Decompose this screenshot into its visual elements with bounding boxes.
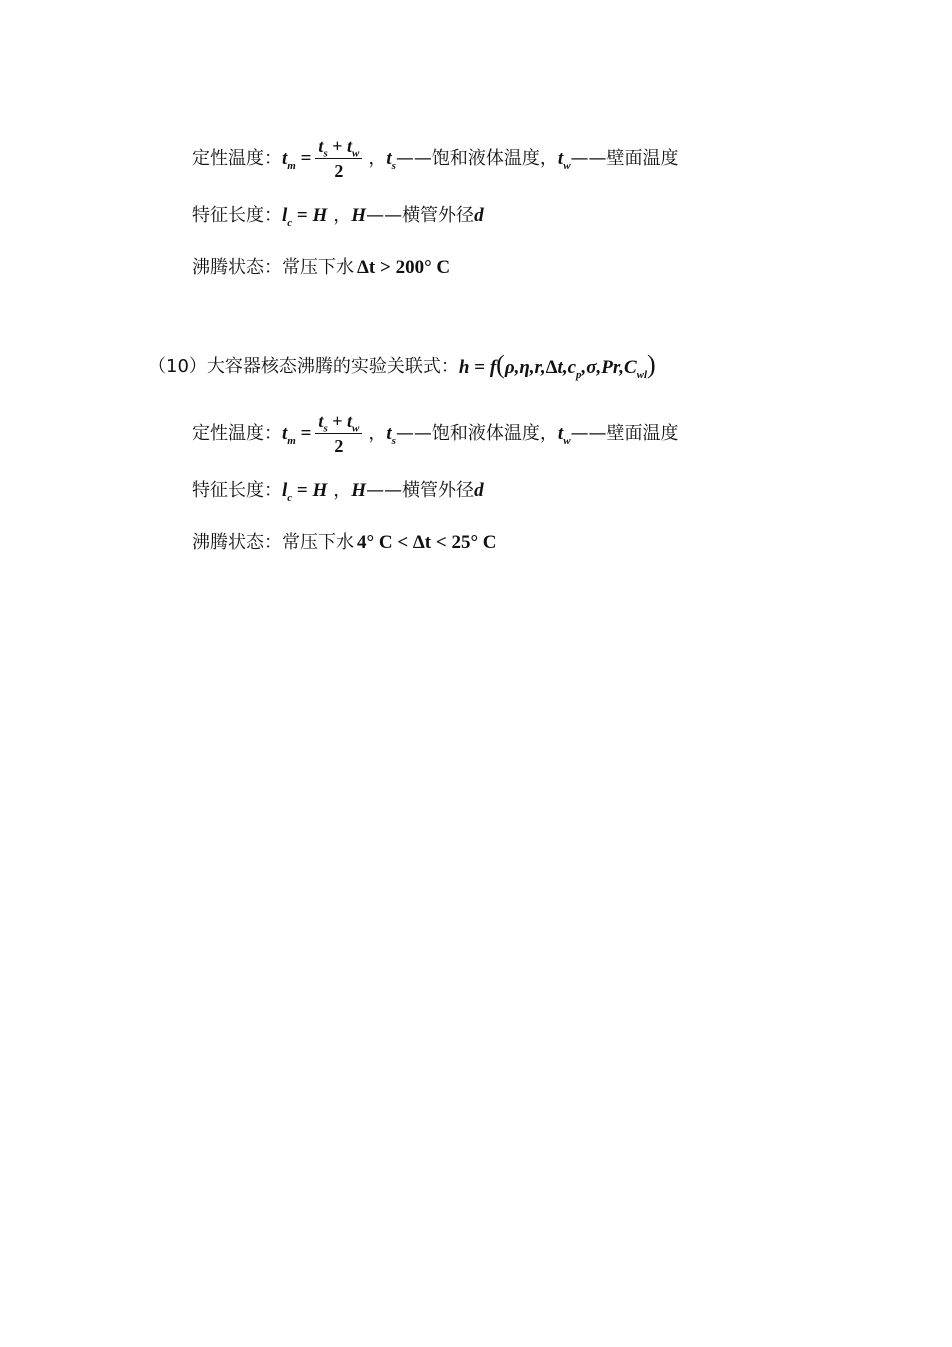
s1-tw-symbol: $t_w$ — [557, 148, 571, 172]
s1-h-symbol: H — [351, 205, 367, 226]
s1-boil-label: 沸腾状态： — [192, 257, 282, 278]
s1-boiling-state-line — [192, 257, 450, 279]
s2-def-temp-label: 定性温度： — [192, 423, 282, 444]
s2-boil-desc: 常压下水 — [282, 532, 354, 553]
s2-comma-2: ， — [333, 480, 352, 501]
s1-tm-symbol: $t_m$ — [282, 148, 296, 172]
s2-tm-symbol: $t_m$ — [282, 423, 296, 447]
s2-char-len-label: 特征长度： — [192, 480, 282, 501]
s1-definitive-temperature-line — [192, 136, 679, 182]
s2-definitive-temperature-line — [192, 411, 679, 457]
s1-comma: ， — [368, 148, 387, 169]
s2-tw-symbol: $t_w$ — [557, 423, 571, 447]
s2-heading: （10）大容器核态沸腾的实验关联式： — [148, 355, 459, 377]
s1-char-len-desc: ——横管外径 — [366, 205, 475, 226]
s2-heading-line — [148, 350, 656, 381]
s1-boil-condition: Δt > 200° C — [357, 257, 451, 278]
s2-ts-symbol: $t_s$ — [386, 423, 396, 447]
s2-char-len-desc: ——横管外径 — [366, 480, 475, 501]
s2-lc-equation: $l_c = H$ — [282, 480, 328, 504]
s2-boiling-state-line — [192, 532, 497, 554]
s1-boil-desc: 常压下水 — [282, 257, 354, 278]
s2-mean-fraction: $\frac{t_s + t_w}{2}$ — [315, 411, 362, 457]
s1-equals: = — [295, 148, 312, 169]
s2-boil-label: 沸腾状态： — [192, 532, 282, 553]
s1-lc-equation: $l_c = H$ — [282, 205, 328, 229]
s2-correlation-formula: $h = f(\rho,\eta,r,\Delta t,c_p,\sigma,Pr,C_{wl})$ — [458, 350, 656, 381]
s1-mean-fraction: $\frac{t_s + t_w}{2}$ — [315, 136, 362, 182]
s1-ts-desc: ——饱和液体温度， — [395, 148, 558, 169]
s2-d-symbol: d — [474, 480, 484, 501]
s1-ts-symbol: $t_s$ — [386, 148, 396, 172]
s1-d-symbol: d — [474, 205, 484, 226]
s2-equals: = — [295, 423, 312, 444]
s2-comma: ， — [368, 423, 387, 444]
s1-def-temp-label: 定性温度： — [192, 148, 282, 169]
s1-tw-desc: ——壁面温度 — [570, 148, 679, 169]
s1-char-len-label: 特征长度： — [192, 205, 282, 226]
s2-boil-condition: 4° C < Δt < 25° C — [357, 532, 497, 553]
s2-characteristic-length-line — [192, 480, 484, 502]
s1-characteristic-length-line — [192, 205, 484, 227]
s2-ts-desc: ——饱和液体温度， — [395, 423, 558, 444]
s1-comma-2: ， — [333, 205, 352, 226]
s2-tw-desc: ——壁面温度 — [570, 423, 679, 444]
s2-h-symbol: H — [351, 480, 367, 501]
